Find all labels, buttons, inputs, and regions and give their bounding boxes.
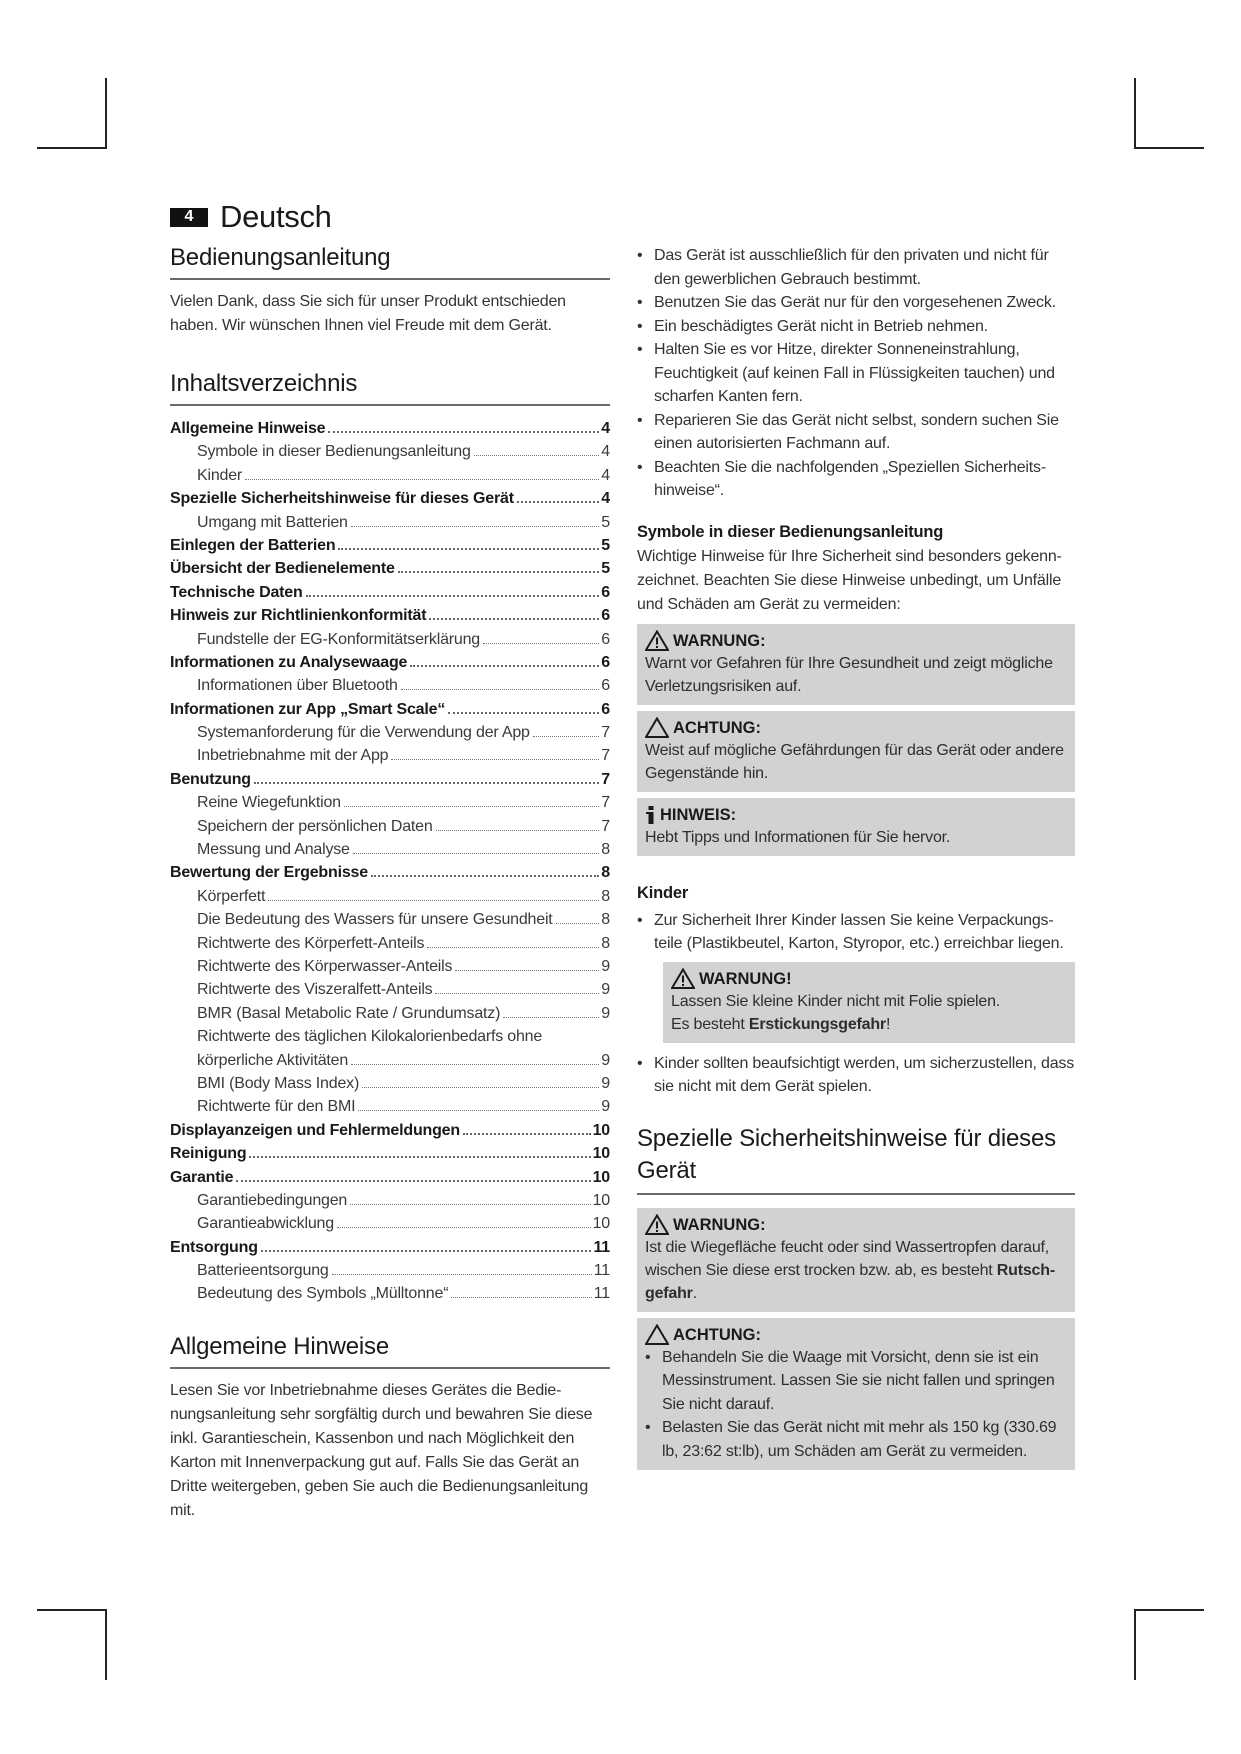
warning-triangle-icon — [645, 1214, 669, 1235]
toc-entry[interactable]: Richtwerte für den BMI 9 — [197, 1098, 610, 1116]
language-title: Deutsch — [220, 199, 332, 234]
warning-text: Lassen Sie kleine Kinder nicht mit Folie spielen. — [671, 992, 1001, 1010]
toc-entry[interactable]: Richtwerte des täglichen Kilokalorienbedarfs ohne — [197, 1028, 543, 1046]
children-bullet-list — [637, 909, 1075, 956]
toc-entry[interactable]: Informationen zur App „Smart Scale“ 6 — [170, 700, 610, 718]
warning-text: Warnt vor Gefahren für Ihre Gesundheit und zeigt mögliche Verletzungsrisiken auf. — [645, 654, 1053, 695]
warning-box — [637, 624, 1075, 705]
page-number: 4 — [170, 208, 208, 227]
right-column — [637, 244, 1075, 1470]
list-item: • Benutzen Sie das Gerät nur für den vorgesehenen Zweck. — [637, 291, 1075, 315]
toc-entry[interactable]: Batterieentsorgung 11 — [197, 1262, 610, 1280]
toc-entry[interactable]: Richtwerte des Viszeralfett-Anteils 9 — [197, 981, 610, 999]
crop-mark — [37, 1609, 107, 1611]
crop-mark — [105, 1609, 107, 1680]
list-item: • Zur Sicherheit Ihrer Kinder lassen Sie keine Verpackungsteile (Plastikbeutel, Karton, Styropor, etc.) erreichbar liegen. — [637, 909, 1075, 956]
caution-title: ACHTUNG: — [673, 1325, 761, 1344]
note-title: HINWEIS: — [660, 805, 737, 824]
table-of-contents — [170, 420, 610, 1309]
toc-entry[interactable]: Benutzung 7 — [170, 770, 610, 788]
caution-bullet-list — [645, 1346, 1067, 1464]
toc-entry[interactable]: Kinder 4 — [197, 466, 610, 484]
list-item: • Beachten Sie die nachfolgenden „Speziellen Sicherheitshinweise“. — [637, 456, 1075, 503]
caution-triangle-icon — [645, 1324, 669, 1345]
note-box — [637, 798, 1075, 856]
toc-entry[interactable]: Garantiebedingungen 10 — [197, 1191, 610, 1209]
intro-text: Vielen Dank, dass Sie sich für unser Produkt entschieden haben. Wir wünschen Ihnen viel Freude mit dem Gerät. — [170, 293, 566, 334]
warning-text-2: Es besteht Erstickungsgefahr! — [671, 1015, 891, 1033]
toc-entry[interactable]: Systemanforderung für die Verwendung der App 7 — [197, 724, 610, 742]
warning-triangle-icon — [645, 630, 669, 651]
toc-entry[interactable]: Messung und Analyse 8 — [197, 841, 610, 859]
warning-text: Ist die Wiegefläche feucht oder sind Wassertropfen darauf, wischen Sie diese erst trocken bzw. ab, es besteht Rutschgefahr. — [645, 1238, 1056, 1302]
warning-title: WARNUNG! — [699, 969, 792, 988]
caution-box — [637, 711, 1075, 792]
toc-entry[interactable]: Entsorgung 11 — [170, 1238, 610, 1256]
crop-mark — [105, 78, 107, 149]
toc-entry[interactable]: Umgang mit Batterien 5 — [197, 513, 610, 531]
toc-entry[interactable]: körperliche Aktivitäten 9 — [197, 1051, 610, 1069]
warning-title: WARNUNG: — [673, 1215, 766, 1234]
caution-triangle-icon — [645, 717, 669, 738]
list-item: • Ein beschädigtes Gerät nicht in Betrieb nehmen. — [637, 315, 1075, 339]
toc-entry[interactable]: Reinigung 10 — [170, 1145, 610, 1163]
manual-title: Bedienungsanleitung — [170, 244, 610, 280]
toc-entry[interactable]: Bewertung der Ergebnisse 8 — [170, 864, 610, 882]
caution-title: ACHTUNG: — [673, 718, 761, 737]
toc-title: Inhaltsverzeichnis — [170, 370, 610, 406]
toc-entry[interactable]: Inbetriebnahme mit der App 7 — [197, 747, 610, 765]
toc-entry[interactable]: Garantieabwicklung 10 — [197, 1215, 610, 1233]
toc-entry[interactable]: BMR (Basal Metabolic Rate / Grundumsatz) 9 — [197, 1004, 610, 1022]
toc-entry[interactable]: Speichern der persönlichen Daten 7 — [197, 817, 610, 835]
children-bullet-list-2 — [637, 1052, 1075, 1099]
crop-mark — [1134, 78, 1136, 149]
list-item: • Belasten Sie das Gerät nicht mit mehr als 150 kg (330.69 lb, 23:62 st:lb), um Schäden am Gerät zu vermeiden. — [645, 1416, 1067, 1463]
symbols-heading: Symbole in dieser Bedienungsanleitung — [637, 522, 944, 541]
toc-entry[interactable]: Richtwerte des Körperfett-Anteils 8 — [197, 934, 610, 952]
toc-entry[interactable]: BMI (Body Mass Index) 9 — [197, 1074, 610, 1092]
toc-entry[interactable]: Richtwerte des Körperwasser-Anteils 9 — [197, 957, 610, 975]
info-icon — [645, 805, 657, 825]
special-safety-title: Spezielle Sicherheitshinweise für dieses Gerät — [637, 1123, 1075, 1195]
special-caution-box — [637, 1318, 1075, 1471]
left-column — [170, 244, 610, 1523]
warning-title: WARNUNG: — [673, 631, 766, 650]
toc-entry[interactable]: Reine Wiegefunktion 7 — [197, 794, 610, 812]
toc-entry[interactable]: Technische Daten 6 — [170, 583, 610, 601]
toc-entry[interactable]: Spezielle Sicherheitshinweise für dieses Gerät 4 — [170, 490, 610, 508]
list-item: • Kinder sollten beaufsichtigt werden, um sicherzustellen, dass sie nicht mit dem Gerät spielen. — [637, 1052, 1075, 1099]
toc-entry[interactable]: Informationen über Bluetooth 6 — [197, 677, 610, 695]
toc-entry[interactable]: Körperfett 8 — [197, 887, 610, 905]
toc-entry[interactable]: Informationen zu Analysewaage 6 — [170, 653, 610, 671]
crop-mark — [1134, 1609, 1136, 1680]
toc-entry[interactable]: Fundstelle der EG-Konformitätserklärung 6 — [197, 630, 610, 648]
toc-entry[interactable]: Hinweis zur Richtlinienkonformität 6 — [170, 607, 610, 625]
toc-entry[interactable]: Übersicht der Bedienelemente 5 — [170, 560, 610, 578]
page-header — [170, 200, 332, 234]
toc-entry[interactable]: Garantie 10 — [170, 1168, 610, 1186]
safety-bullet-list — [637, 244, 1075, 503]
list-item: • Behandeln Sie die Waage mit Vorsicht, denn sie ist ein Messinstrument. Lassen Sie sie nicht fallen und springen Sie nicht darauf. — [645, 1346, 1067, 1417]
warning-triangle-icon — [671, 968, 695, 989]
toc-entry[interactable]: Allgemeine Hinweise 4 — [170, 420, 610, 437]
children-heading: Kinder — [637, 883, 689, 902]
general-notes-text: Lesen Sie vor Inbetriebnahme dieses Gerätes die Bedienungsanleitung sehr sorgfältig durch und bewahren Sie diese inkl. Garantieschein, Kassenbon und nach Möglichkeit den Karton mit Innenverpackung gut auf. Falls Sie das Gerät an Dritte weitergeben, geben Sie auch die Bedienungsanleitung mit. — [170, 1381, 593, 1519]
caution-text: Weist auf mögliche Gefährdungen für das Gerät oder andere Gegenstände hin. — [645, 741, 1064, 782]
toc-entry[interactable]: Bedeutung des Symbols „Mülltonne“ 11 — [197, 1285, 610, 1303]
note-text: Hebt Tipps und Informationen für Sie hervor. — [645, 828, 951, 846]
crop-mark — [1134, 147, 1204, 149]
general-notes-title: Allgemeine Hinweise — [170, 1333, 610, 1369]
toc-entry[interactable]: Displayanzeigen und Fehlermeldungen 10 — [170, 1121, 610, 1139]
toc-entry[interactable]: Symbole in dieser Bedienungsanleitung 4 — [197, 443, 610, 461]
list-item: • Halten Sie es vor Hitze, direkter Sonneneinstrahlung, Feuchtigkeit (auf keinen Fall in Flüssigkeiten tauchen) und scharfen Kanten fern. — [637, 338, 1075, 409]
children-warning-box — [663, 962, 1075, 1043]
toc-entry[interactable]: Die Bedeutung des Wassers für unsere Gesundheit 8 — [197, 911, 610, 929]
list-item: • Reparieren Sie das Gerät nicht selbst, sondern suchen Sie einen autorisierten Fachmann auf. — [637, 409, 1075, 456]
special-warning-box — [637, 1208, 1075, 1312]
crop-mark — [37, 147, 107, 149]
toc-entry[interactable]: Einlegen der Batterien 5 — [170, 536, 610, 554]
list-item: • Das Gerät ist ausschließlich für den privaten und nicht für den gewerblichen Gebrauch bestimmt. — [637, 244, 1075, 291]
symbols-text: Wichtige Hinweise für Ihre Sicherheit sind besonders gekennzeichnet. Beachten Sie diese Hinweise unbedingt, um Unfälle und Schäden am Gerät zu vermeiden: — [637, 547, 1062, 613]
crop-mark — [1134, 1609, 1204, 1611]
